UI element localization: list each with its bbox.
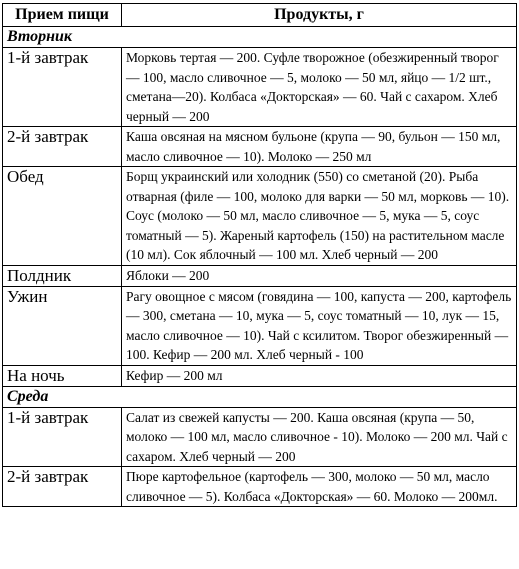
meal-foods: Борщ украинский или холодник (550) со сметаной (20). Рыба отварная (филе — 100, молоко для варки — 50 мл, морковь — 10). Соус (молоко — 50 мл, масло сливочное — 5, мука — 5, соус томатный — 5). Жареный картофель (150) на растительном масле (10 мл). Сок яблочный — 100 мл. Хлеб черный — 200	[122, 167, 517, 266]
meal-foods: Каша овсяная на мясном бульоне (крупа — 90, бульон — 150 мл, масло сливочное — 10). Молоко — 250 мл	[122, 127, 517, 167]
table-row	[3, 365, 517, 386]
meal-name: Обед	[3, 167, 122, 266]
table-row	[3, 48, 517, 127]
day-row-wednesday	[3, 386, 517, 407]
meal-plan-table	[2, 3, 517, 507]
meal-name: 2-й завтрак	[3, 127, 122, 167]
meal-name: 1-й завтрак	[3, 407, 122, 467]
meal-name: 2-й завтрак	[3, 467, 122, 507]
meal-foods: Салат из свежей капусты — 200. Каша овсяная (крупа — 50, молоко — 100 мл, масло сливочное - 10). Молоко — 200 мл. Чай с сахаром. Хлеб черный — 200	[122, 407, 517, 467]
header-products: Продукты, г	[122, 4, 517, 27]
meal-name: На ночь	[3, 365, 122, 386]
day-row-tuesday	[3, 27, 517, 48]
meal-name: Полдник	[3, 265, 122, 286]
meal-foods: Яблоки — 200	[122, 265, 517, 286]
header-row	[3, 4, 517, 27]
table-row	[3, 407, 517, 467]
meal-foods: Кефир — 200 мл	[122, 365, 517, 386]
meal-foods: Рагу овощное с мясом (говядина — 100, капуста — 200, картофель — 300, сметана — 10, мука — 5, соус томатный — 10, лук — 15, масло сливочное — 10). Чай с ксилитом. Творог обезжиренный — 100. Кефир — 200 мл. Хлеб черный - 100	[122, 286, 517, 365]
table-row	[3, 127, 517, 167]
table-row	[3, 265, 517, 286]
day-label: Вторник	[3, 27, 517, 48]
day-label: Среда	[3, 386, 517, 407]
meal-name: Ужин	[3, 286, 122, 365]
table-row	[3, 286, 517, 365]
meal-foods: Морковь тертая — 200. Суфле творожное (обезжиренный творог — 100, масло сливочное — 5, молоко — 50 мл, яйцо — 1/2 шт., сметана—20). Колбаса «Докторская» — 60. Чай с сахаром. Хлеб черный — 200	[122, 48, 517, 127]
meal-name: 1-й завтрак	[3, 48, 122, 127]
table-row	[3, 167, 517, 266]
meal-foods: Пюре картофельное (картофель — 300, молоко — 50 мл, масло сливочное — 5). Колбаса «Докторская» — 60. Молоко — 200мл.	[122, 467, 517, 507]
table-row	[3, 467, 517, 507]
header-meal: Прием пищи	[3, 4, 122, 27]
